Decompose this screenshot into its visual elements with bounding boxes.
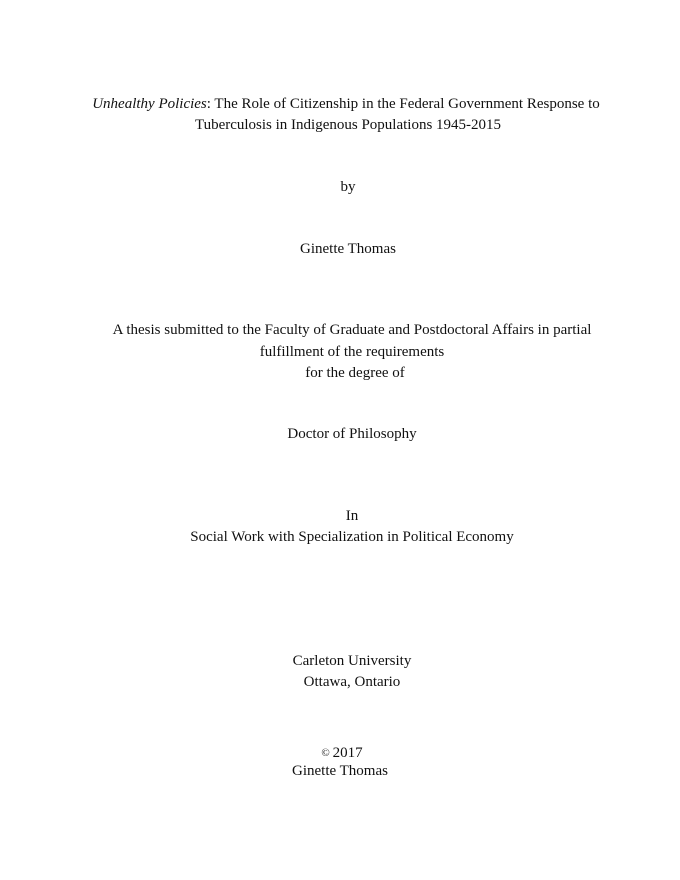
submission-statement-line-2: fulfillment of the requirements	[259, 344, 445, 360]
field-name: Social Work with Specialization in Political Economy	[190, 529, 514, 545]
author-name: Ginette Thomas	[300, 241, 396, 257]
copyright-year: 2017	[332, 745, 363, 761]
submission-statement-line-3: for the degree of	[305, 365, 405, 381]
copyright-holder: Ginette Thomas	[292, 763, 388, 779]
copyright-icon: ©	[321, 747, 330, 759]
field-in-label: In	[345, 508, 359, 524]
thesis-title-line-1	[6, 94, 680, 115]
degree-name: Doctor of Philosophy	[287, 426, 417, 442]
by-label: by	[340, 179, 356, 195]
submission-statement-line-1: A thesis submitted to the Faculty of Graduate and Postdoctoral Affairs in partial	[112, 322, 592, 338]
thesis-title-line-2: Tuberculosis in Indigenous Populations 1945-2015	[194, 117, 502, 133]
thesis-title-italic: Unhealthy Policies	[92, 96, 207, 112]
institution-location: Ottawa, Ontario	[303, 674, 401, 690]
thesis-title-rest: : The Role of Citizenship in the Federal Government Response to	[206, 96, 600, 112]
institution-name: Carleton University	[292, 653, 412, 669]
